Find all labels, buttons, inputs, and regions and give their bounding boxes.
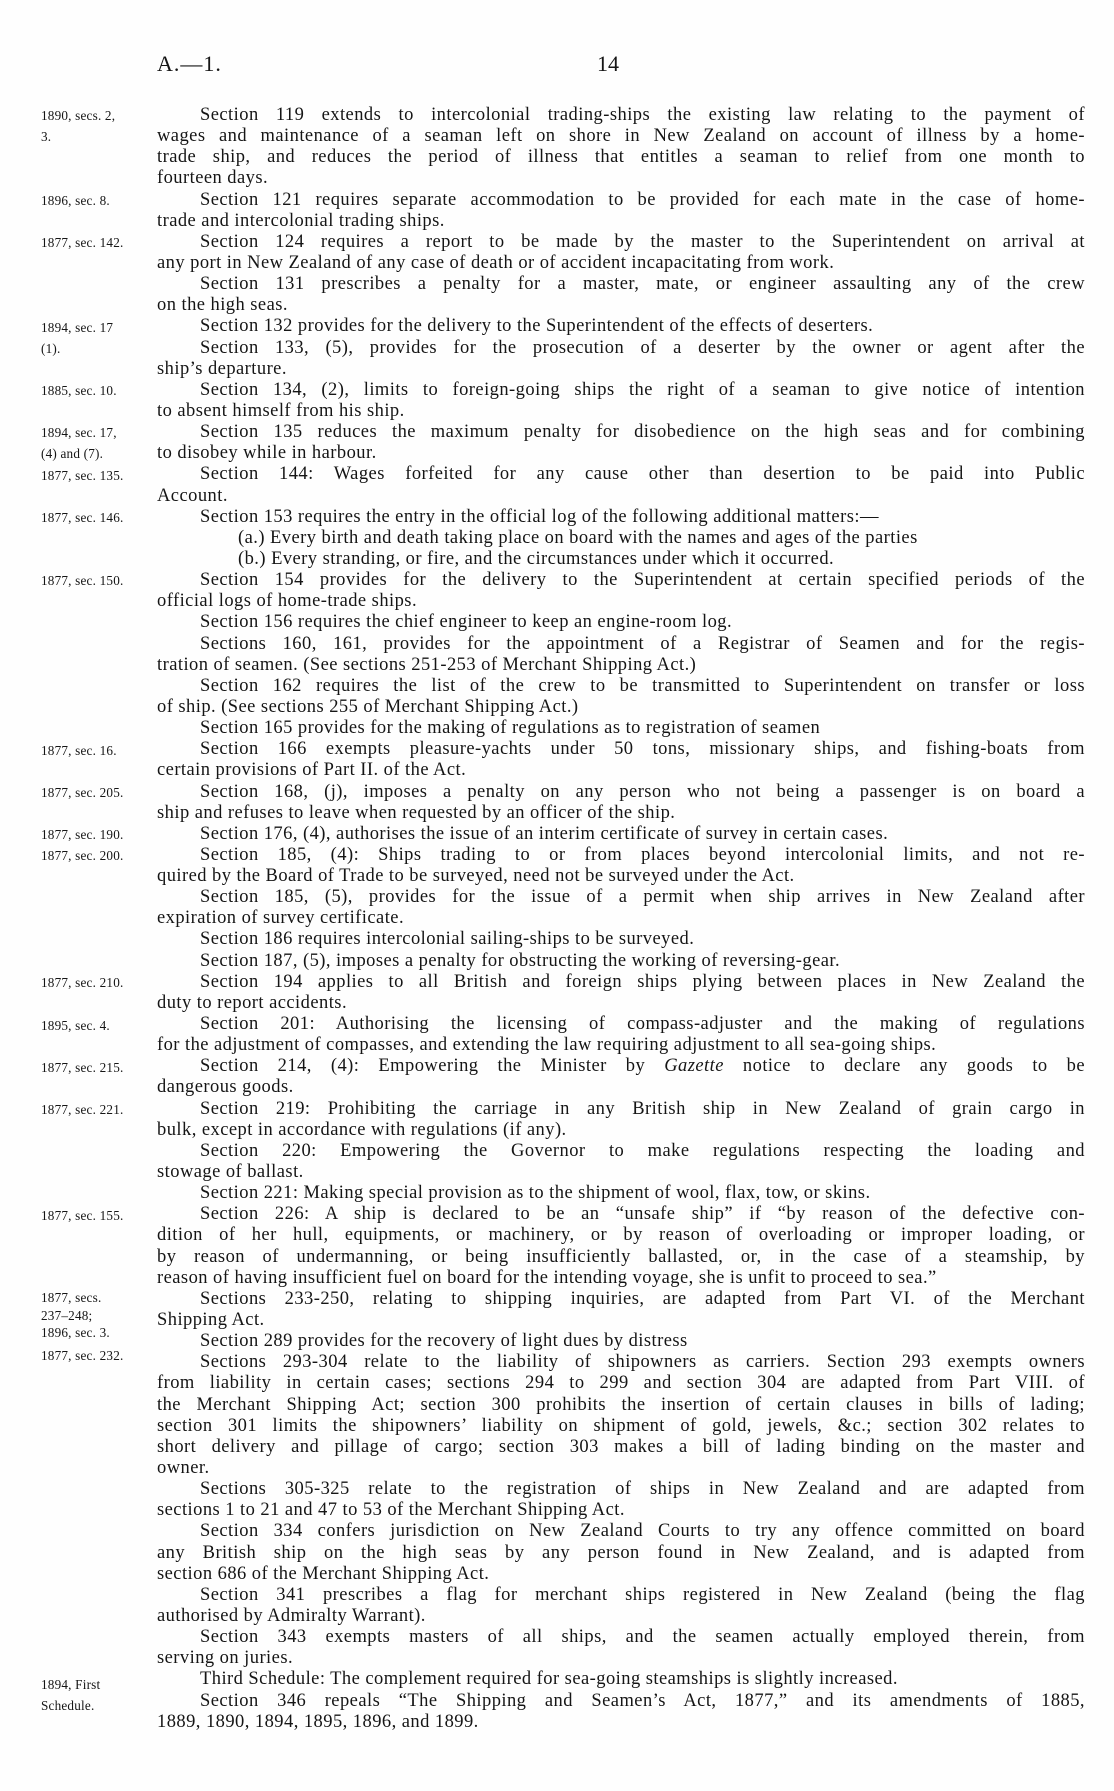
paragraph-section-134	[157, 380, 1085, 422]
margin-note	[41, 1674, 155, 1716]
text-line: Section 221: Making special provision as to the shipment of wool, flax, tow, or skins.	[200, 1183, 871, 1204]
paragraph-section-162	[157, 676, 1085, 718]
margin-note-line: 1877, secs.	[41, 1290, 102, 1306]
text-line: Section 162 requires the list of the crew to be transmitted to Superintendent on transfer or loss	[200, 675, 1085, 696]
text-line: expiration of survey certificate.	[157, 908, 405, 929]
text-line: Section 343 exempts masters of all ships, and the seamen actually employed therein, from	[200, 1627, 1085, 1648]
paragraph-section-133	[157, 338, 1085, 380]
margin-note	[41, 507, 155, 528]
text-line: Shipping Act.	[157, 1310, 265, 1331]
text-line: section 686 of the Merchant Shipping Act.	[157, 1563, 490, 1584]
text-line: Section 154 provides for the delivery to the Superintendent at certain specified periods of the	[200, 570, 1085, 591]
text-line: duty to report accidents.	[157, 992, 348, 1013]
margin-note	[41, 1345, 155, 1366]
margin-note-line: 1877, sec. 215.	[41, 1059, 124, 1075]
text-line: Section 289 provides for the recovery of light dues by distress	[200, 1331, 688, 1352]
margin-note-line: 1877, sec. 135.	[41, 467, 124, 483]
text-line: authorised by Admiralty Warrant).	[157, 1605, 426, 1626]
text-line: Section 176, (4), authorises the issue of an interim certificate of survey in certain cases.	[200, 823, 889, 844]
margin-note	[41, 465, 155, 486]
text-line: Section 201: Authorising the licensing of compass-adjuster and the making of regulations	[200, 1014, 1085, 1035]
paragraph-section-220	[157, 1141, 1085, 1183]
margin-note-line: 1877, sec. 210.	[41, 975, 124, 991]
paragraph-section-187	[157, 951, 1085, 972]
paragraph-section-214	[157, 1056, 1085, 1098]
margin-note-line: 1896, sec. 8.	[41, 192, 110, 208]
paragraph-section-119	[157, 105, 1085, 190]
text-line: Section 334 confers jurisdiction on New Zealand Courts to try any offence committed on board	[200, 1521, 1085, 1542]
text-line: Sections 160, 161, provides for the appointment of a Registrar of Seamen and for the regis-	[200, 633, 1085, 654]
text-line: Section 186 requires intercolonial sailing-ships to be surveyed.	[200, 929, 695, 950]
margin-note-line: 1877, sec. 142.	[41, 234, 124, 250]
margin-note-line: (1).	[41, 340, 61, 356]
margin-note	[41, 380, 155, 401]
text-line: for the adjustment of compasses, and extending the law requiring adjustment to all sea-going ships.	[157, 1035, 937, 1056]
margin-note	[41, 1099, 155, 1120]
paragraph-section-121	[157, 190, 1085, 232]
text-line: on the high seas.	[157, 295, 288, 316]
margin-note	[41, 824, 155, 845]
margin-note-line: 1877, sec. 146.	[41, 509, 124, 525]
paragraph-section-226	[157, 1204, 1085, 1289]
text-line: Section 133, (5), provides for the prosecution of a deserter by the owner or agent after the	[200, 337, 1085, 358]
margin-note	[41, 190, 155, 211]
body-text	[157, 105, 1085, 1733]
paragraph-third-schedule	[157, 1669, 1085, 1690]
text-line: Section 134, (2), limits to foreign-going ships the right of a seaman to give notice of intention	[200, 379, 1085, 400]
margin-note	[41, 232, 155, 253]
paragraph-section-166	[157, 739, 1085, 781]
text-line: Section 168, (j), imposes a penalty on any person who not being a passenger is on board a	[200, 781, 1085, 802]
text-line: Section 121 requires separate accommodation to be provided for each mate in the case of home-	[200, 189, 1085, 210]
paragraph-section-343	[157, 1627, 1085, 1669]
text-line: Section 153 requires the entry in the official log of the following additional matters:—	[200, 506, 879, 527]
text-line: Section 144: Wages forfeited for any cause other than desertion to be paid into Public	[200, 464, 1085, 485]
text-line: the Merchant Shipping Act; section 300 prohibits the insertion of certain clauses in bills of lading;	[157, 1394, 1085, 1415]
text-line: wages and maintenance of a seaman left on shore in New Zealand on account of illness by a home-	[157, 126, 1085, 147]
paragraph-section-219	[157, 1099, 1085, 1141]
page-number: 14	[597, 51, 619, 76]
text-line: Section 165 provides for the making of regulations as to registration of seamen	[200, 718, 821, 739]
text-line: Section 341 prescribes a flag for merchant ships registered in New Zealand (being the flag	[200, 1584, 1085, 1605]
margin-note	[41, 740, 155, 761]
text-line: Section 119 extends to intercolonial trading-ships the existing law relating to the payment of	[200, 105, 1085, 125]
margin-note	[41, 845, 155, 866]
text-line: of ship. (See sections 255 of Merchant Shipping Act.)	[157, 696, 579, 717]
margin-note	[41, 1205, 155, 1226]
margin-note-line: Schedule.	[41, 1698, 95, 1714]
margin-note-line: 1877, sec. 200.	[41, 848, 124, 864]
paragraph-section-185-5	[157, 887, 1085, 929]
text-line: Third Schedule: The complement required for sea-going steamships is slightly increased.	[200, 1669, 898, 1690]
paragraph-section-346	[157, 1691, 1085, 1733]
margin-note-line: 1877, sec. 221.	[41, 1102, 124, 1118]
text-line: 1889, 1890, 1894, 1895, 1896, and 1899.	[157, 1711, 479, 1732]
margin-note-line: 1877, sec. 16.	[41, 742, 117, 758]
text-line: Section 132 provides for the delivery to the Superintendent of the effects of deserters.	[200, 316, 874, 337]
margin-note	[41, 1057, 155, 1078]
text-line: Section 219: Prohibiting the carriage in any British ship in New Zealand of grain cargo in	[200, 1098, 1085, 1119]
paragraph-section-341	[157, 1585, 1085, 1627]
paragraph-section-156	[157, 612, 1085, 633]
text-line: bulk, except in accordance with regulations (if any).	[157, 1119, 567, 1140]
margin-note-line: 1877, sec. 150.	[41, 573, 124, 589]
text-line	[157, 1056, 1085, 1077]
margin-note	[41, 972, 155, 993]
margin-note-line: 237–248;	[41, 1307, 93, 1323]
text-line: Section 346 repeals “The Shipping and Seamen’s Act, 1877,” and its amendments of 1885,	[200, 1690, 1085, 1711]
text-line: from liability in certain cases; sections 294 to 299 and section 304 are adapted from Part VIII. of	[157, 1373, 1085, 1394]
text-line: ship and refuses to leave when requested by an officer of the ship.	[157, 802, 676, 823]
margin-note-line: 1895, sec. 4.	[41, 1017, 110, 1033]
margin-note-line: 1894, sec. 17	[41, 319, 114, 335]
text-run: notice to declare any goods to be	[723, 1056, 1085, 1077]
margin-note-line: 1896, sec. 3.	[41, 1325, 110, 1341]
paragraph-section-124	[157, 232, 1085, 274]
text-line: serving on juries.	[157, 1648, 294, 1669]
paragraph-section-144	[157, 464, 1085, 506]
margin-note-line: 1877, sec. 205.	[41, 784, 124, 800]
paragraph-section-221	[157, 1183, 1085, 1204]
text-line: Section 185, (5), provides for the issue of a permit when ship arrives in New Zealand after	[200, 887, 1085, 908]
text-line: sections 1 to 21 and 47 to 53 of the Merchant Shipping Act.	[157, 1500, 625, 1521]
text-line: owner.	[157, 1458, 210, 1478]
text-line: Section 124 requires a report to be made by the master to the Superintendent on arrival at	[200, 231, 1085, 252]
margin-note	[41, 570, 155, 591]
italic-text-run: Gazette	[664, 1056, 724, 1077]
paragraph-section-132	[157, 316, 1085, 337]
text-line: any British ship on the high seas by any person found in New Zealand, and is adapted from	[157, 1542, 1085, 1563]
paragraph-section-185-4	[157, 845, 1085, 887]
text-line: reason of having insufficient fuel on board for the intending voyage, she is unfit to proceed to sea.”	[157, 1267, 937, 1288]
text-line: Section 226: A ship is declared to be an “unsafe ship” if “by reason of the defective con-	[200, 1204, 1085, 1225]
text-line: any port in New Zealand of any case of death or of accident incapacitating from work.	[157, 252, 835, 273]
paragraph-sections-160-161	[157, 634, 1085, 676]
text-line: Section 135 reduces the maximum penalty for disobedience on the high seas and for combining	[200, 422, 1085, 443]
margin-note-line: 1877, sec. 155.	[41, 1207, 124, 1223]
paragraph-section-194	[157, 972, 1085, 1014]
text-line: to absent himself from his ship.	[157, 400, 405, 421]
running-head: A.—1.	[157, 51, 222, 76]
text-line: Section 131 prescribes a penalty for a master, mate, or engineer assaulting any of the crew	[200, 274, 1085, 295]
text-line: Account.	[157, 485, 228, 506]
text-line: Section 156 requires the chief engineer to keep an engine-room log.	[200, 612, 733, 633]
text-line: ship’s departure.	[157, 358, 287, 379]
margin-note-line: 1885, sec. 10.	[41, 383, 117, 398]
text-line: Sections 233-250, relating to shipping inquiries, are adapted from Part VI. of the Merchant	[200, 1288, 1085, 1309]
text-line: short delivery and pillage of cargo; section 303 makes a bill of lading binding on the master and	[157, 1436, 1085, 1457]
paragraph-section-186	[157, 929, 1085, 950]
paragraph-sections-305-325	[157, 1479, 1085, 1521]
margin-note	[41, 317, 155, 359]
margin-note-line: 1877, sec. 232.	[41, 1348, 124, 1363]
text-run: Section 214, (4): Empowering the Minister by	[200, 1056, 665, 1077]
text-line: Section 220: Empowering the Governor to make regulations respecting the loading and	[200, 1140, 1085, 1161]
text-line: quired by the Board of Trade to be surveyed, need not be surveyed under the Act.	[157, 866, 795, 887]
paragraph-section-168	[157, 782, 1085, 824]
text-line: official logs of home-trade ships.	[157, 591, 418, 612]
paragraph-section-165	[157, 718, 1085, 739]
text-line: dition of her hull, equipments, or machinery, or by reason of overloading or improper loading, or	[157, 1225, 1085, 1246]
text-line: Section 185, (4): Ships trading to or from places beyond intercolonial limits, and not re-	[200, 844, 1085, 865]
margin-note-line: 1894, sec. 17,	[41, 425, 117, 441]
text-line: Section 194 applies to all British and foreign ships plying between places in New Zealand the	[200, 971, 1085, 992]
margin-note-line: 3.	[41, 129, 52, 145]
text-line: fourteen days.	[157, 168, 269, 189]
list-item: (b.) Every stranding, or fire, and the circumstances under which it occurred.	[238, 548, 835, 569]
text-line: trade and intercolonial trading ships.	[157, 210, 445, 231]
margin-note-line: 1877, sec. 190.	[41, 827, 124, 843]
text-line: stowage of ballast.	[157, 1162, 304, 1183]
text-line: Section 187, (5), imposes a penalty for obstructing the working of reversing-gear.	[200, 950, 841, 971]
margin-note	[41, 422, 155, 464]
paragraph-section-334	[157, 1521, 1085, 1584]
paragraph-section-176	[157, 824, 1085, 845]
paragraph-section-153	[157, 507, 1085, 570]
text-line: Sections 305-325 relate to the registration of ships in New Zealand and are adapted from	[200, 1479, 1085, 1500]
margin-note	[41, 105, 155, 147]
paragraph-section-289	[157, 1331, 1085, 1352]
text-line: Sections 293-304 relate to the liability of shipowners as carriers. Section 293 exempts owners	[200, 1352, 1085, 1373]
text-line: trade ship, and reduces the period of illness that entitles a seaman to relief from one month to	[157, 147, 1085, 168]
margin-note	[41, 1289, 155, 1342]
margin-note-line: (4) and (7).	[41, 446, 104, 462]
paragraph-sections-233-250	[157, 1289, 1085, 1331]
paragraph-section-135	[157, 422, 1085, 464]
text-line: by reason of undermanning, or being insufficiently ballasted, or, in the case of a steamship, by	[157, 1246, 1085, 1267]
margin-note-line: 1894, First	[41, 1677, 101, 1692]
margin-note	[41, 782, 155, 803]
paragraph-section-131	[157, 274, 1085, 316]
paragraph-section-201	[157, 1014, 1085, 1056]
margin-note-line: 1890, secs. 2,	[41, 108, 116, 123]
text-line: Section 166 exempts pleasure-yachts under 50 tons, missionary ships, and fishing-boats from	[200, 739, 1085, 760]
text-line: dangerous goods.	[157, 1077, 294, 1098]
margin-note	[41, 1015, 155, 1036]
paragraph-sections-293-304	[157, 1352, 1085, 1479]
list-item: (a.) Every birth and death taking place on board with the names and ages of the parties	[238, 527, 918, 548]
text-line: certain provisions of Part II. of the Act.	[157, 760, 467, 781]
text-line: tration of seamen. (See sections 251-253 of Merchant Shipping Act.)	[157, 654, 697, 675]
text-line: section 301 limits the shipowners’ liability on shipment of gold, jewels, &c.; section 302 relates to	[157, 1415, 1085, 1436]
text-line: to disobey while in harbour.	[157, 443, 377, 464]
paragraph-section-154	[157, 570, 1085, 612]
